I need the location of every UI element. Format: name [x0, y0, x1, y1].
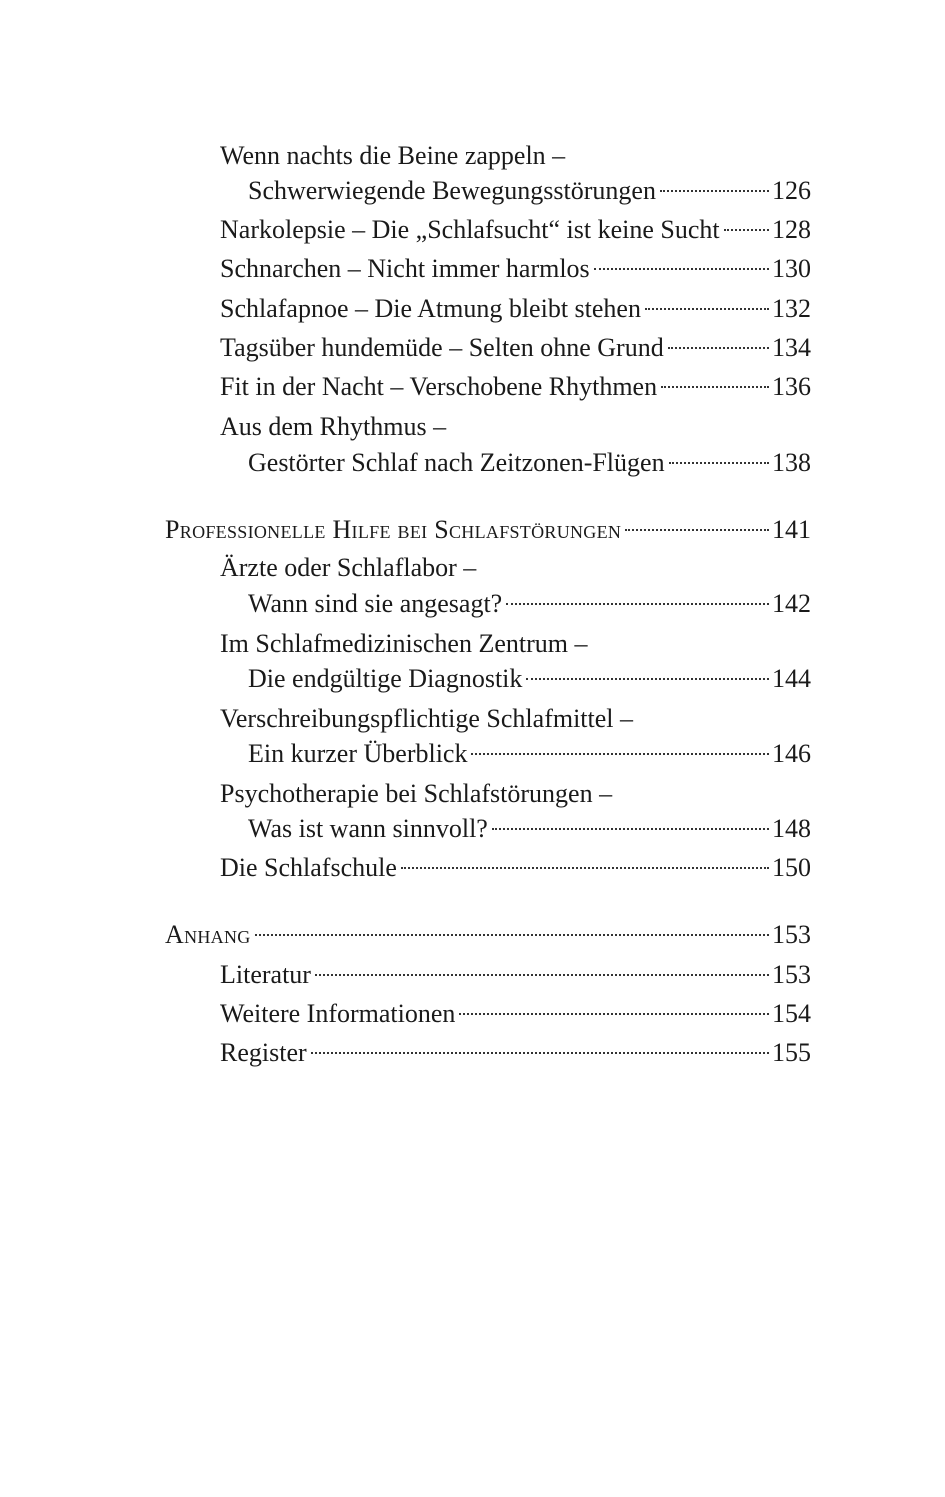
- toc-entry-title: Wenn nachts die Beine zappeln –: [220, 141, 566, 170]
- toc-entry-title: Ein kurzer Überblick: [248, 739, 468, 768]
- toc-entry-title-line: [220, 627, 588, 661]
- toc-page-number: 146: [772, 739, 811, 768]
- toc-entry-title-line: [220, 702, 633, 736]
- toc-entry-title: Gestörter Schlaf nach Zeitzonen-Flügen: [248, 448, 665, 477]
- dot-leader: [255, 934, 769, 936]
- toc-entry: [248, 446, 811, 480]
- toc-page-number: 154: [772, 999, 811, 1028]
- toc-section-title: Anhang: [165, 920, 251, 949]
- toc-entry-title: Wann sind sie angesagt?: [248, 589, 503, 618]
- toc-page-number: 134: [772, 333, 811, 362]
- toc-page-number: 130: [772, 254, 811, 283]
- toc-page-number: 136: [772, 372, 811, 401]
- dot-leader: [492, 828, 769, 830]
- toc-entry: [248, 812, 811, 846]
- toc-entry-title: Schwerwiegende Bewegungsstörungen: [248, 176, 656, 205]
- toc-entry-title: Schlafapnoe – Die Atmung bleibt stehen: [220, 294, 641, 323]
- toc-entry-title-line: [220, 139, 565, 173]
- dot-leader: [724, 229, 769, 231]
- toc-entry-title: Was ist wann sinnvoll?: [248, 814, 488, 843]
- toc-section: [165, 918, 811, 952]
- toc-entry-title: Aus dem Rhythmus –: [220, 412, 447, 441]
- toc-entry-title: Literatur: [220, 960, 311, 989]
- toc-entry-title: Die endgültige Diagnostik: [248, 664, 523, 693]
- dot-leader: [661, 386, 769, 388]
- toc-entry-title: Ärzte oder Schlaflabor –: [220, 553, 477, 582]
- dot-leader: [459, 1013, 769, 1015]
- toc-entry-title: Weitere Informationen: [220, 999, 456, 1028]
- toc-entry-title-line: [220, 777, 612, 811]
- toc-entry: [220, 252, 811, 286]
- toc-page-number: 153: [772, 920, 811, 949]
- toc-entry-title: Die Schlafschule: [220, 853, 397, 882]
- dot-leader: [315, 974, 769, 976]
- toc-entry-title: Fit in der Nacht – Verschobene Rhythmen: [220, 372, 658, 401]
- toc-entry: [220, 213, 811, 247]
- toc-page-number: 155: [772, 1038, 811, 1067]
- toc-entry-title: Register: [220, 1038, 307, 1067]
- toc-page-number: 144: [772, 664, 811, 693]
- toc-entry: [220, 958, 811, 992]
- toc-entry-title-line: [220, 551, 476, 585]
- dot-leader: [311, 1052, 769, 1054]
- dot-leader: [669, 462, 769, 464]
- dot-leader: [506, 603, 769, 605]
- dot-leader: [594, 268, 769, 270]
- toc-entry: [248, 174, 811, 208]
- toc-entry-title-line: [220, 410, 446, 444]
- toc-page-number: 132: [772, 294, 811, 323]
- toc-entry-title: Verschreibungspflichtige Schlafmittel –: [220, 704, 634, 733]
- toc-page-number: 141: [772, 515, 811, 544]
- toc-page-number: 150: [772, 853, 811, 882]
- toc-page-number: 128: [772, 215, 811, 244]
- toc-section-title: Professionelle Hilfe bei Schlafstörungen: [165, 515, 622, 544]
- toc-entry: [220, 997, 811, 1031]
- toc-page-number: 142: [772, 589, 811, 618]
- dot-leader: [645, 308, 769, 310]
- dot-leader: [401, 867, 769, 869]
- toc-page-number: 148: [772, 814, 811, 843]
- toc-entry: [248, 737, 811, 771]
- toc-entry: [220, 370, 811, 404]
- toc-entry: [220, 851, 811, 885]
- toc-entry-title: Narkolepsie – Die „Schlafsucht“ ist keine Sucht: [220, 215, 720, 244]
- toc-entry: [248, 587, 811, 621]
- dot-leader: [471, 753, 769, 755]
- dot-leader: [526, 678, 769, 680]
- dot-leader: [625, 529, 769, 531]
- toc-page-number: 138: [772, 448, 811, 477]
- toc-entry-title: Tagsüber hundemüde – Selten ohne Grund: [220, 333, 664, 362]
- toc-entry: [220, 292, 811, 326]
- dot-leader: [668, 347, 769, 349]
- toc-page-number: 126: [772, 176, 811, 205]
- toc-entry: [248, 662, 811, 696]
- dot-leader: [660, 190, 769, 192]
- toc-entry: [220, 1036, 811, 1070]
- toc-section: [165, 513, 811, 547]
- toc-entry-title: Psychotherapie bei Schlafstörungen –: [220, 779, 613, 808]
- toc-entry-title: Schnarchen – Nicht immer harmlos: [220, 254, 590, 283]
- toc-entry-title: Im Schlafmedizinischen Zentrum –: [220, 629, 588, 658]
- toc-entry: [220, 331, 811, 365]
- toc-page-number: 153: [772, 960, 811, 989]
